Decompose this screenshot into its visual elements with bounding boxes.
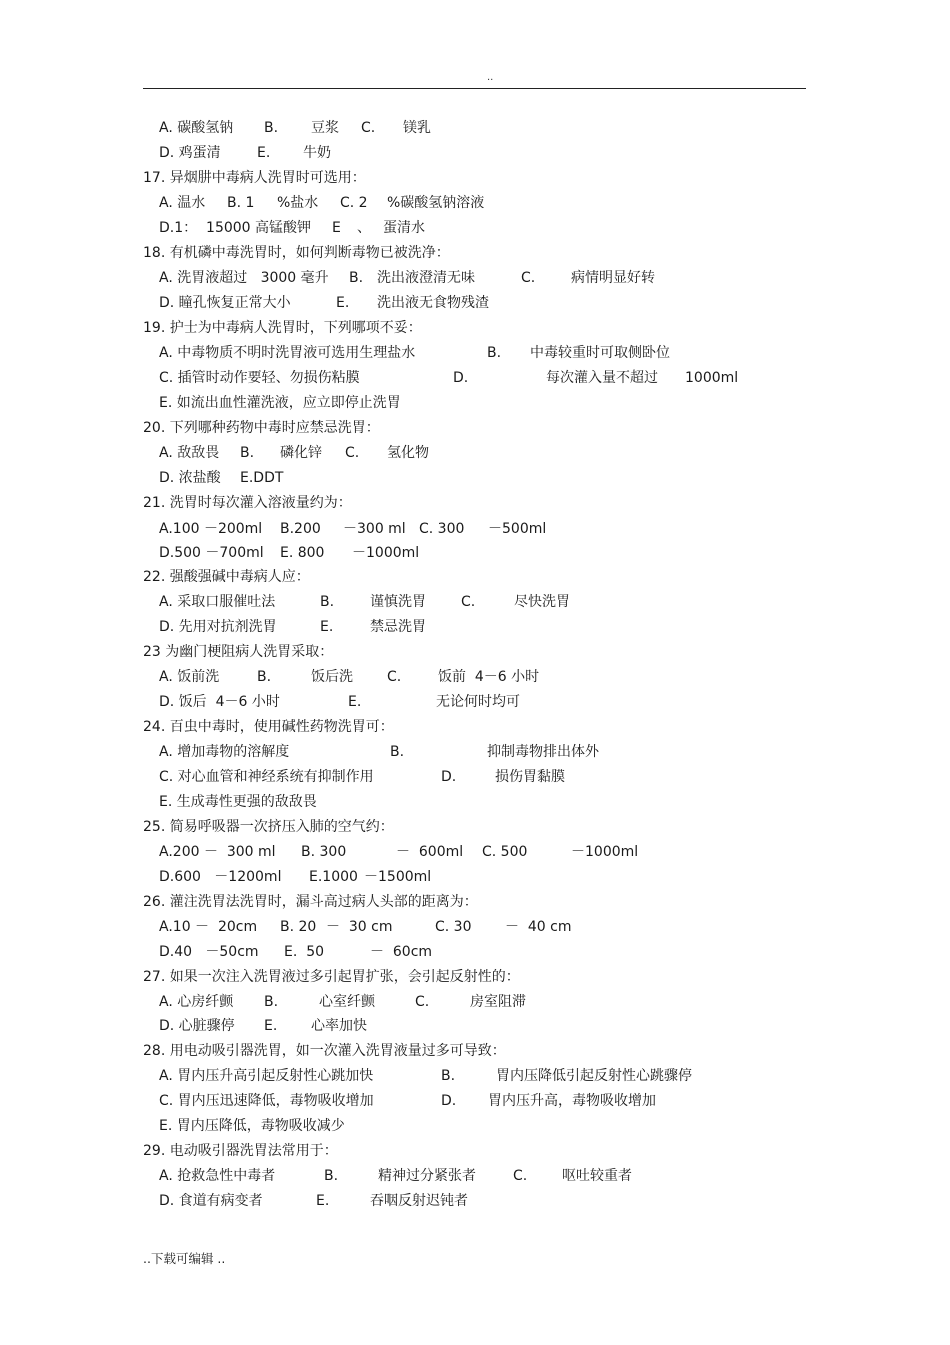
option: 中毒较重时可取侧卧位	[530, 345, 670, 361]
option: D. 浓盐酸	[159, 470, 221, 486]
option: 、	[357, 220, 371, 236]
option: E. 50	[284, 944, 325, 960]
option: 蛋清水	[383, 220, 425, 236]
question-title: 19. 护士为中毒病人洗胃时，下列哪项不妥：	[143, 320, 422, 336]
options-row	[159, 916, 572, 938]
option: E	[332, 220, 341, 236]
option: 牛奶	[303, 145, 331, 161]
options-row	[159, 1190, 468, 1212]
options-row	[159, 342, 670, 364]
option: B. 1	[227, 195, 255, 211]
option: D.	[441, 1093, 457, 1109]
options-row	[159, 1065, 692, 1087]
option: 无论何时均可	[436, 694, 520, 710]
option: D. 瞳孔恢复正常大小	[159, 295, 291, 311]
option: A. 敌敌畏	[159, 445, 220, 461]
option: D.	[441, 769, 457, 785]
options-row	[159, 518, 547, 540]
option: － 60cm	[370, 944, 433, 960]
option: －300 ml	[343, 521, 406, 537]
option: A. 心房纤颤	[159, 994, 234, 1010]
option: E.	[336, 295, 350, 311]
options-row	[159, 791, 317, 813]
option: B.	[349, 270, 364, 286]
options-row	[159, 217, 425, 239]
option: A. 采取口服催吐法	[159, 594, 276, 610]
option: A. 饭前洗	[159, 669, 220, 685]
option: 每次灌入量不超过	[546, 370, 658, 386]
option: 房室阻滞	[470, 994, 526, 1010]
option: B.	[324, 1168, 339, 1184]
option: A. 洗胃液超过 3000 毫升	[159, 270, 329, 286]
option: 呕吐较重者	[562, 1168, 632, 1184]
option: 病情明显好转	[571, 270, 655, 286]
option: － 40 cm	[505, 919, 572, 935]
options-row	[159, 442, 429, 464]
option: －1000ml	[571, 844, 639, 860]
options-row	[159, 292, 489, 314]
options-row	[159, 142, 331, 164]
option: E.1000	[309, 869, 358, 885]
question-title: 22. 强酸强碱中毒病人应：	[143, 569, 310, 585]
option: A. 碳酸氢钠	[159, 120, 234, 136]
option: B.	[264, 120, 279, 136]
options-row	[159, 467, 284, 489]
question-title: 21. 洗胃时每次灌入溶液量约为：	[143, 495, 352, 511]
header-mark: ..	[487, 72, 494, 83]
option: C. 胃内压迅速降低，毒物吸收增加	[159, 1093, 374, 1109]
options-row	[159, 1165, 632, 1187]
option: E. 生成毒性更强的敌敌畏	[159, 794, 317, 810]
options-row	[159, 741, 599, 763]
option: D.600 －1200ml	[159, 869, 282, 885]
option: D. 先用对抗剂洗胃	[159, 619, 277, 635]
question-title: 18. 有机磷中毒洗胃时，如何判断毒物已被洗净：	[143, 245, 450, 261]
option: A. 抢救急性中毒者	[159, 1168, 276, 1184]
option: D. 食道有病变者	[159, 1193, 263, 1209]
options-row	[159, 117, 431, 139]
footer-text: ..下载可编辑 ..	[143, 1251, 226, 1266]
option: －500ml	[488, 521, 547, 537]
options-row	[159, 192, 485, 214]
question-title: 29. 电动吸引器洗胃法常用于：	[143, 1143, 338, 1159]
option: 谨慎洗胃	[370, 594, 426, 610]
option: B.	[487, 345, 502, 361]
option: B.	[264, 994, 279, 1010]
option: B.	[240, 445, 255, 461]
options-row	[159, 941, 433, 963]
option: C. 2	[340, 195, 368, 211]
option: 吞咽反射迟钝者	[370, 1193, 468, 1209]
option: B.	[320, 594, 335, 610]
option: E. 胃内压降低，毒物吸收减少	[159, 1118, 345, 1134]
option: 洗出液无食物残渣	[377, 295, 489, 311]
option: C. 30	[435, 919, 472, 935]
option: 胃内压升高，毒物吸收增加	[488, 1093, 656, 1109]
option: － 600ml	[396, 844, 464, 860]
options-row	[159, 542, 420, 564]
option: A. 温水	[159, 195, 206, 211]
option: 饭前 4－6 小时	[438, 669, 540, 685]
option: 禁忌洗胃	[370, 619, 426, 635]
option: 1000ml	[685, 370, 739, 386]
option: D.500 －700ml	[159, 545, 264, 561]
option: A.10 － 20cm	[159, 919, 258, 935]
option: %盐水	[277, 195, 319, 211]
options-row	[159, 616, 426, 638]
options-row	[159, 691, 520, 713]
options-row	[159, 392, 401, 414]
option: C. 300	[419, 521, 465, 537]
options-row	[159, 866, 432, 888]
options-row	[159, 841, 639, 863]
option: － 30 cm	[326, 919, 393, 935]
option: E. 如流出血性灌洗液，应立即停止洗胃	[159, 395, 401, 411]
question-title: 28. 用电动吸引器洗胃，如一次灌入洗胃液量过多可导致：	[143, 1043, 506, 1059]
options-row	[159, 991, 526, 1013]
option: C.	[415, 994, 430, 1010]
option: %碳酸氢钠溶液	[387, 195, 485, 211]
option: D. 心脏骤停	[159, 1018, 235, 1034]
option: E.	[320, 619, 334, 635]
option: 氢化物	[387, 445, 429, 461]
option: C.	[387, 669, 402, 685]
options-row	[159, 1115, 345, 1137]
options-row	[159, 267, 655, 289]
option: B.	[390, 744, 405, 760]
option: A. 胃内压升高引起反射性心跳加快	[159, 1068, 374, 1084]
question-title: 24. 百虫中毒时，使用碱性药物洗胃可：	[143, 719, 394, 735]
option: C.	[521, 270, 536, 286]
option: －1000ml	[352, 545, 420, 561]
option: C. 500	[482, 844, 528, 860]
option: 磷化锌	[280, 445, 322, 461]
option: B.	[257, 669, 272, 685]
option: A. 增加毒物的溶解度	[159, 744, 290, 760]
option: 心率加快	[311, 1018, 367, 1034]
option: E.	[257, 145, 271, 161]
options-row	[159, 1015, 367, 1037]
option: 抑制毒物排出体外	[487, 744, 599, 760]
option: 洗出液澄清无味	[377, 270, 475, 286]
option: A. 中毒物质不明时洗胃液可选用生理盐水	[159, 345, 416, 361]
options-row	[159, 1090, 656, 1112]
option: 损伤胃黏膜	[495, 769, 565, 785]
option: E.	[348, 694, 362, 710]
option: 豆浆	[311, 120, 339, 136]
option: 镁乳	[403, 120, 431, 136]
options-row	[159, 367, 739, 389]
option: C.	[345, 445, 360, 461]
header-rule	[143, 88, 806, 89]
option: C. 对心血管和神经系统有抑制作用	[159, 769, 374, 785]
question-title: 27. 如果一次注入洗胃液过多引起胃扩张，会引起反射性的：	[143, 969, 520, 985]
question-title: 17. 异烟肼中毒病人洗胃时可选用：	[143, 170, 366, 186]
option: E.	[264, 1018, 278, 1034]
option: D.40 －50cm	[159, 944, 259, 960]
question-title: 26. 灌注洗胃法洗胃时，漏斗高过病人头部的距离为：	[143, 894, 478, 910]
option: C.	[361, 120, 376, 136]
question-title: 23 为幽门梗阻病人洗胃采取：	[143, 644, 334, 660]
option: 尽快洗胃	[514, 594, 570, 610]
options-row	[159, 766, 565, 788]
question-title: 20. 下列哪种药物中毒时应禁忌洗胃：	[143, 420, 380, 436]
option: 心室纤颤	[319, 994, 375, 1010]
option: D.	[453, 370, 469, 386]
option: B.200	[280, 521, 321, 537]
option: B. 300	[301, 844, 347, 860]
options-row	[159, 591, 570, 613]
option: E.	[316, 1193, 330, 1209]
option: A.200 － 300 ml	[159, 844, 276, 860]
option: D. 饭后 4－6 小时	[159, 694, 280, 710]
option: E.DDT	[240, 470, 284, 486]
option: 胃内压降低引起反射性心跳骤停	[496, 1068, 692, 1084]
option: B.	[441, 1068, 456, 1084]
option: A.100 －200ml	[159, 521, 263, 537]
option: 精神过分紧张者	[378, 1168, 476, 1184]
options-row	[159, 666, 540, 688]
option: C.	[461, 594, 476, 610]
option: 饭后洗	[311, 669, 353, 685]
option: E. 800	[280, 545, 325, 561]
option: D.1： 15000 高锰酸钾	[159, 220, 312, 236]
question-title: 25. 简易呼吸器一次挤压入肺的空气约：	[143, 819, 394, 835]
option: C.	[513, 1168, 528, 1184]
option: B. 20	[280, 919, 317, 935]
option: C. 插管时动作要轻、勿损伤粘膜	[159, 370, 360, 386]
option: －1500ml	[364, 869, 432, 885]
option: D. 鸡蛋清	[159, 145, 221, 161]
